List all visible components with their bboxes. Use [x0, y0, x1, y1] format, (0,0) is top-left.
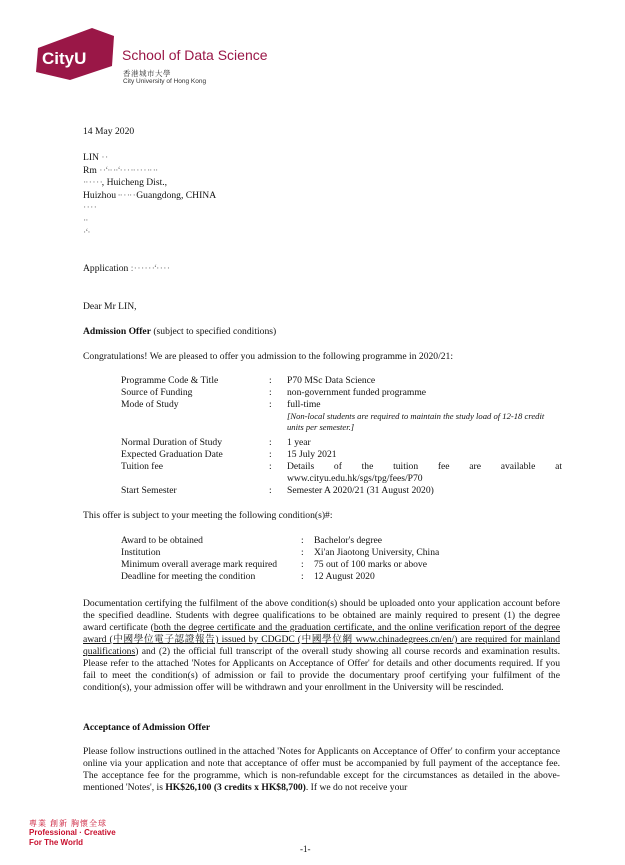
table-row: Source of Funding : non-government funded programme — [121, 387, 427, 398]
table-row: Institution : Xi'an Jiaotong University, China — [121, 547, 440, 558]
table-row: Award to be obtained : Bachelor's degree — [121, 535, 383, 546]
footer-slogan-cn: 專業 創新 胸懷全球 — [29, 819, 107, 828]
offer-heading: Admission Offer (subject to specified conditions) — [83, 326, 277, 337]
study-load-note: [Non-local students are required to maintain the study load of 12-18 credit units per semester.] — [287, 411, 545, 432]
address-line-5: · · · · — [83, 202, 96, 213]
cityu-logo — [34, 26, 116, 82]
page-number: -1- — [300, 844, 311, 854]
acceptance-heading: Acceptance of Admission Offer — [83, 722, 211, 733]
letter-date: 14 May 2020 — [83, 126, 135, 137]
conditions-table — [121, 535, 514, 583]
congratulations-text: Congratulations! We are pleased to offer you admission to the following programme in 2020/21: — [83, 351, 454, 362]
address-line-6: ·· — [83, 214, 88, 226]
acceptance-paragraph: Please follow instructions outlined in the attached 'Notes for Applicants on Acceptance of Offer' to confirm your acceptance online via your application and note that acceptance of offer must be accompanied by full payment of the acceptance fee. The acceptance fee for the programme, which is non-refundable except for the circumstances as detailed in the above-mentioned 'Notes', is HK$26,100 (3 credits x HK$8,700). If we do not receive your — [83, 746, 560, 793]
programme-details — [121, 375, 562, 497]
salutation: Dear Mr LIN, — [83, 301, 137, 312]
fees-link: www.cityu.edu.hk/sgs/tpg/fees/P70 — [287, 473, 423, 484]
table-row: Mode of Study : full-time [Non-local students are required to maintain the study load of 12-18 credit units per semester.] — [121, 399, 562, 432]
address-line-3: ·· · · · ·, Huicheng Dist., — [83, 177, 168, 188]
address-line-4: Huizhou ·· · ·· · Guangdong, CHINA — [83, 189, 217, 201]
address-line-1: LIN · · — [83, 152, 108, 163]
footer-slogan-en-1: Professional · Creative — [29, 828, 116, 837]
recipient-address — [83, 152, 283, 240]
table-row: Start Semester : Semester A 2020/21 (31 August 2020) — [121, 485, 434, 496]
table-row: Tuition fee : Details of the tuition fee are available at www.cityu.edu.hk/sgs/tpg/fees/P70 — [121, 461, 562, 484]
table-row: Expected Graduation Date : 15 July 2021 — [121, 449, 337, 460]
table-row: Minimum overall average mark required : 75 out of 100 marks or above — [121, 559, 427, 570]
address-line-7: ·‘· — [83, 227, 90, 238]
footer-slogan-en-2: For The World — [29, 838, 84, 847]
table-row: Deadline for meeting the condition : 12 August 2020 — [121, 571, 375, 582]
school-name: School of Data Science — [122, 47, 268, 63]
logo-text: CityU — [42, 49, 87, 68]
table-row: Programme Code & Title : P70 MSc Data Science — [121, 375, 376, 386]
conditions-intro: This offer is subject to your meeting the following condition(s)#: — [83, 510, 333, 521]
table-row: Normal Duration of Study : 1 year — [121, 437, 311, 448]
application-ref: Application : · · · · · ·‘· · · · — [83, 263, 170, 274]
university-name-cn: 香港城市大學 — [123, 69, 171, 78]
university-name-en: City University of Hong Kong — [123, 78, 207, 85]
documentation-paragraph: Documentation certifying the fulfilment of the above condition(s) should be uploaded onto your application account before the specified deadline. Students with degree qualifications to be obtained are mainly required to present (1) the degree award certificate (both the degree certificate and the graduation certificate, and the online verification report of the degree award (中國學位電子認證報告) issued by CDGDC (中國學位網 www.chinadegrees.cn/en/) are required for mainland qualifications) and (2) the official full transcript of the overall study showing all course records and examination results. Please refer to the attached 'Notes for Applicants on Acceptance of Offer' for details and other documents required. If you fail to meet the condition(s) of admission or fail to provide the documentary proof certifying your fulfilment of the condition(s), your admission offer will be withdrawn and your enrollment in the University will be rescinded. — [83, 598, 560, 693]
address-line-2: Rm · ·‘·· ··‘· · · ·· · · · ·· ·· — [83, 164, 158, 176]
